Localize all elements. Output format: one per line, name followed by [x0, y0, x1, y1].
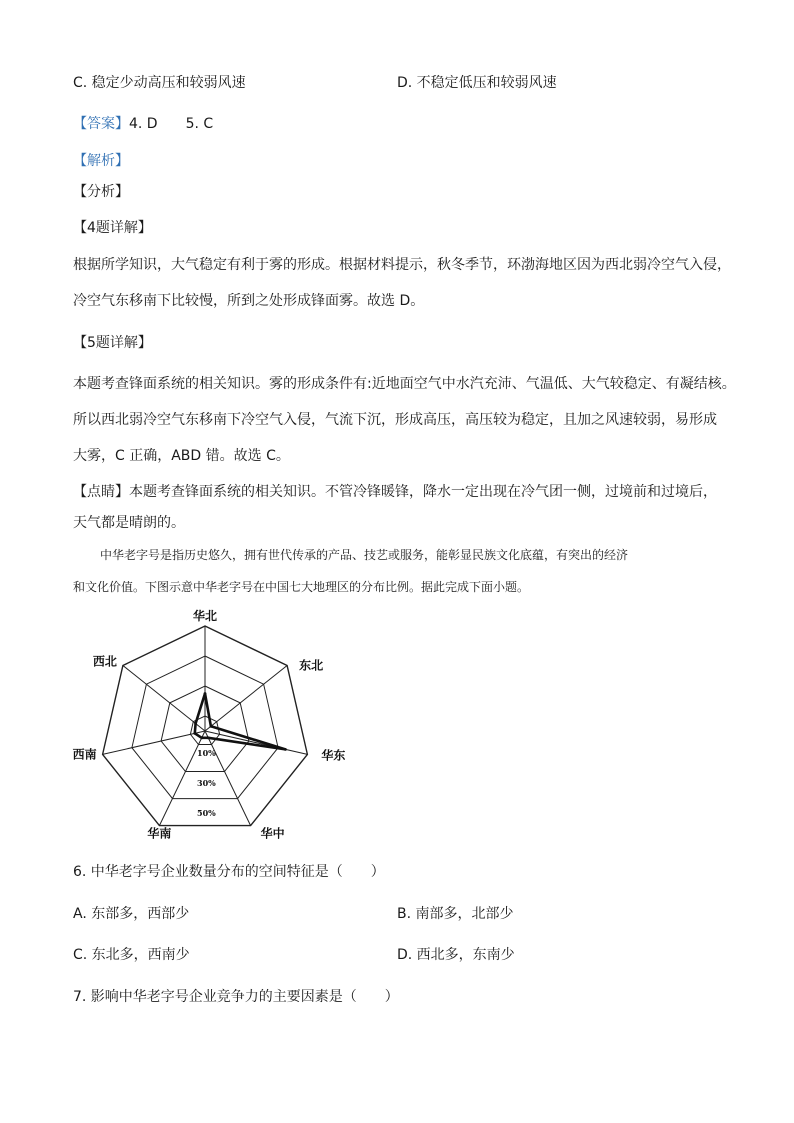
radar-axis-label-华东: 华东: [321, 748, 346, 763]
material-line2: 和文化价值。下图示意中华老字号在中国七大地理区的分布比例。据此完成下面小题。: [73, 580, 530, 594]
analysis-tag: 【解析】: [73, 153, 129, 169]
q6-option-c: C. 东北多，西南少: [73, 947, 190, 963]
material-line1: 中华老字号是指历史悠久，拥有世代传承的产品、技艺或服务，能彰显民族文化底蕴，有突出的经济: [100, 548, 629, 562]
option-c-prev: C. 稳定少动高压和较弱风速: [73, 75, 246, 91]
answer-tag: 【答案】: [73, 116, 129, 132]
q6-option-d: D. 西北多，东南少: [397, 947, 515, 963]
radar-point-华北: [204, 692, 207, 695]
dianqing-text: 本题考查锋面系统的相关知识。不管冷锋暖锋，降水一定出现在冷气团一侧，过境前和过境后，: [129, 484, 717, 500]
dianqing-line2: 天气都是晴朗的。: [73, 515, 185, 531]
radar-chart: [72, 608, 348, 848]
radar-axis-label-华南: 华南: [147, 826, 172, 841]
q5-heading: 【5题详解】: [73, 335, 152, 351]
radar-spoke-2: [205, 731, 307, 754]
radar-ring-label: 10%: [197, 748, 216, 758]
q4-line2: 冷空气东移南下比较慢，所到之处形成锋面雾。故选 D。: [73, 293, 425, 309]
radar-point-西南: [193, 732, 196, 735]
radar-point-华南: [200, 736, 203, 739]
q4-heading: 【4题详解】: [73, 220, 152, 236]
radar-axis-label-华北: 华北: [192, 609, 218, 623]
radar-spoke-5: [103, 731, 205, 754]
radar-point-东北: [210, 725, 213, 728]
dianqing-tag: 【点睛】: [73, 484, 129, 500]
q4-line1: 根据所学知识，大气稳定有利于雾的形成。根据材料提示，秋冬季节，环渤海地区因为西北弱冷空气入侵，: [73, 257, 731, 273]
q6-option-a: A. 东部多，西部少: [73, 906, 190, 922]
radar-ring-label: 50%: [197, 808, 216, 818]
dianqing-line1: [73, 482, 717, 502]
fenxi-tag: 【分析】: [73, 184, 129, 200]
radar-point-华中: [207, 736, 210, 739]
answer-text: 4. D 5. C: [129, 116, 214, 132]
radar-ring-label: 30%: [197, 778, 216, 788]
radar-axis-label-东北: 东北: [299, 658, 324, 673]
q5-line3: 大雾，C 正确，ABD 错。故选 C。: [73, 448, 290, 464]
q7-stem: 7. 影响中华老字号企业竞争力的主要因素是（ ）: [73, 989, 399, 1005]
radar-point-西北: [194, 722, 197, 725]
q6-stem: 6. 中华老字号企业数量分布的空间特征是（ ）: [73, 864, 385, 880]
radar-axis-label-西南: 西南: [72, 747, 97, 762]
radar-axis-label-华中: 华中: [260, 826, 285, 841]
radar-point-华东: [284, 748, 287, 751]
radar-axis-label-西北: 西北: [92, 654, 117, 669]
answer-line: [73, 114, 213, 134]
q5-line2: 所以西北弱冷空气东移南下冷空气入侵，气流下沉，形成高压，高压较为稳定，且加之风速较弱，易形成: [73, 412, 717, 428]
option-d-prev: D. 不稳定低压和较弱风速: [397, 75, 557, 91]
q5-line1: 本题考查锋面系统的相关知识。雾的形成条件有:近地面空气中水汽充沛、气温低、大气较稳定、有凝结核。: [73, 376, 736, 392]
q6-option-b: B. 南部多，北部少: [397, 906, 514, 922]
